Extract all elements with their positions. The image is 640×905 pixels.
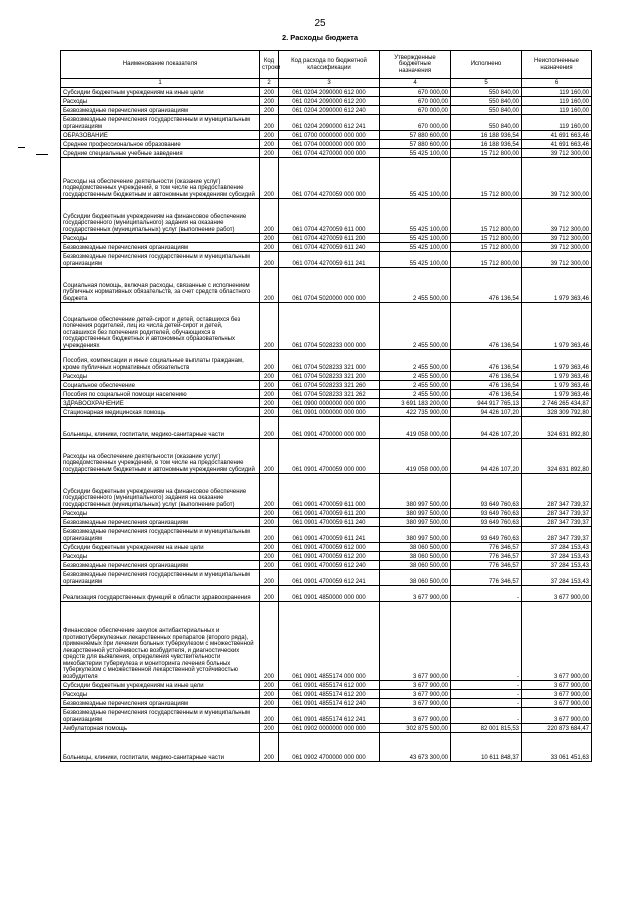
row-executed: 476 136,54 — [451, 381, 522, 390]
row-line-code: 200 — [260, 115, 279, 131]
row-line-code: 200 — [260, 552, 279, 561]
row-budget-code: 061 0704 5020000 000 000 — [279, 268, 380, 303]
row-unexecuted: 328 309 792,80 — [522, 408, 592, 417]
row-line-code: 200 — [260, 543, 279, 552]
row-executed: 776 346,57 — [451, 552, 522, 561]
header-unexecuted: Неисполненные назначения — [522, 51, 592, 79]
row-executed: 550 840,00 — [451, 97, 522, 106]
row-budget-code: 061 0901 4700059 611 241 — [279, 527, 380, 543]
table-row — [61, 690, 592, 699]
row-approved: 422 735 900,00 — [380, 408, 451, 417]
row-budget-code: 061 0901 4855174 612 000 — [279, 681, 380, 690]
table-row — [61, 543, 592, 552]
row-name: Безвозмездные перечисления организациям — [61, 699, 260, 708]
row-approved: 55 425 100,00 — [380, 149, 451, 158]
row-name: Субсидии бюджетным учреждениям на финансовое обеспечение государственного (муниципального) задания на оказание государственных (муниципальных) услуг (выполнение работ) — [61, 199, 260, 234]
row-budget-code: 061 0901 4855174 612 240 — [279, 699, 380, 708]
row-line-code: 200 — [260, 474, 279, 509]
table-row — [61, 381, 592, 390]
row-executed: 10 611 848,37 — [451, 733, 522, 762]
row-line-code: 200 — [260, 372, 279, 381]
row-name: Пособия, компенсации и иные социальные выплаты гражданам, кроме публичных нормативных обязательств — [61, 350, 260, 372]
row-approved: 38 060 500,00 — [380, 561, 451, 570]
row-budget-code: 061 0902 4700000 000 000 — [279, 733, 380, 762]
row-line-code: 200 — [260, 131, 279, 140]
row-name: Расходы — [61, 372, 260, 381]
row-budget-code: 061 0704 4270059 611 240 — [279, 243, 380, 252]
row-line-code: 200 — [260, 690, 279, 699]
row-name: Расходы — [61, 552, 260, 561]
row-approved: 380 997 500,00 — [380, 527, 451, 543]
row-executed: 476 136,54 — [451, 350, 522, 372]
row-name: Расходы — [61, 690, 260, 699]
row-approved: 2 455 500,00 — [380, 303, 451, 350]
row-unexecuted: 220 873 684,47 — [522, 724, 592, 733]
table-row — [61, 372, 592, 381]
row-approved: 419 058 000,00 — [380, 439, 451, 474]
row-line-code: 200 — [260, 381, 279, 390]
row-executed: 16 188 936,54 — [451, 140, 522, 149]
table-row — [61, 439, 592, 474]
row-budget-code: 061 0704 4270059 000 000 — [279, 158, 380, 199]
row-line-code: 200 — [260, 518, 279, 527]
row-executed: 550 840,00 — [451, 106, 522, 115]
row-budget-code: 061 0204 2090000 612 240 — [279, 106, 380, 115]
row-approved: 3 691 183 200,00 — [380, 399, 451, 408]
row-approved: 380 997 500,00 — [380, 474, 451, 509]
table-row — [61, 243, 592, 252]
row-name: Социальное обеспечение — [61, 381, 260, 390]
row-unexecuted: 39 712 300,00 — [522, 199, 592, 234]
row-unexecuted: 37 284 153,43 — [522, 543, 592, 552]
row-line-code: 200 — [260, 158, 279, 199]
row-budget-code: 061 0901 4855174 000 000 — [279, 602, 380, 681]
row-budget-code: 061 0901 0000000 000 000 — [279, 408, 380, 417]
row-unexecuted: 41 691 663,46 — [522, 131, 592, 140]
row-budget-code: 061 0900 0000000 000 000 — [279, 399, 380, 408]
row-executed: - — [451, 708, 522, 724]
row-line-code: 200 — [260, 509, 279, 518]
row-budget-code: 061 0204 2090000 612 000 — [279, 88, 380, 97]
row-approved: 302 875 500,00 — [380, 724, 451, 733]
table-row — [61, 303, 592, 350]
row-budget-code: 061 0901 4700059 611 000 — [279, 474, 380, 509]
row-name: Субсидии бюджетным учреждениям на иные цели — [61, 543, 260, 552]
row-approved: 3 677 900,00 — [380, 586, 451, 602]
row-executed: 15 712 800,00 — [451, 158, 522, 199]
row-line-code: 200 — [260, 733, 279, 762]
row-executed: - — [451, 681, 522, 690]
row-budget-code: 061 0901 4850000 000 000 — [279, 586, 380, 602]
row-executed: 550 840,00 — [451, 88, 522, 97]
row-budget-code: 061 0901 4700059 000 000 — [279, 439, 380, 474]
row-budget-code: 061 0901 4700059 612 200 — [279, 552, 380, 561]
row-executed: 944 917 765,13 — [451, 399, 522, 408]
row-executed: 93 649 760,63 — [451, 509, 522, 518]
header-line: Код строки — [260, 51, 279, 79]
column-number: 2 — [260, 79, 279, 88]
row-approved: 55 425 100,00 — [380, 158, 451, 199]
row-unexecuted: 1 979 363,46 — [522, 381, 592, 390]
table-row — [61, 527, 592, 543]
column-numbers-row — [61, 79, 592, 88]
row-unexecuted: 119 160,00 — [522, 106, 592, 115]
row-executed: 15 712 800,00 — [451, 252, 522, 268]
header-row — [61, 51, 592, 79]
row-name: Безвозмездные перечисления государственным и муниципальным организациям — [61, 252, 260, 268]
row-approved: 57 880 600,00 — [380, 131, 451, 140]
table-row — [61, 252, 592, 268]
row-budget-code: 061 0704 5028233 321 262 — [279, 390, 380, 399]
row-executed: 82 001 815,53 — [451, 724, 522, 733]
row-budget-code: 061 0704 4270059 611 200 — [279, 234, 380, 243]
row-approved: 2 455 500,00 — [380, 268, 451, 303]
row-line-code: 200 — [260, 350, 279, 372]
row-executed: 15 712 800,00 — [451, 149, 522, 158]
table-body — [61, 88, 592, 762]
column-number: 6 — [522, 79, 592, 88]
row-line-code: 200 — [260, 140, 279, 149]
row-executed: 15 712 800,00 — [451, 243, 522, 252]
row-budget-code: 061 0204 2090000 612 200 — [279, 97, 380, 106]
header-name: Наименование показателя — [61, 51, 260, 79]
row-name: Субсидии бюджетным учреждениям на иные цели — [61, 88, 260, 97]
row-name: Больницы, клиники, госпитали, медико-санитарные части — [61, 733, 260, 762]
row-executed: 476 136,54 — [451, 390, 522, 399]
header-approved: Утвержденные бюджетные назначения — [380, 51, 451, 79]
row-approved: 3 677 900,00 — [380, 602, 451, 681]
row-line-code: 200 — [260, 408, 279, 417]
row-line-code: 200 — [260, 88, 279, 97]
table-row — [61, 724, 592, 733]
row-budget-code: 061 0704 4270059 611 000 — [279, 199, 380, 234]
header-executed: Исполнено — [451, 51, 522, 79]
table-row — [61, 149, 592, 158]
row-unexecuted: 37 284 153,43 — [522, 561, 592, 570]
row-unexecuted: 287 347 739,37 — [522, 527, 592, 543]
row-budget-code: 061 0901 4700059 611 200 — [279, 509, 380, 518]
row-executed: 776 346,57 — [451, 543, 522, 552]
row-approved: 670 000,00 — [380, 88, 451, 97]
table-row — [61, 708, 592, 724]
row-name: Безвозмездные перечисления организациям — [61, 243, 260, 252]
row-name: Пособия по социальной помощи населению — [61, 390, 260, 399]
row-unexecuted: 37 284 153,43 — [522, 570, 592, 586]
table-row — [61, 390, 592, 399]
table-row — [61, 733, 592, 762]
row-unexecuted: 41 691 663,46 — [522, 140, 592, 149]
table-row — [61, 268, 592, 303]
table-row — [61, 350, 592, 372]
row-executed: 15 712 800,00 — [451, 234, 522, 243]
row-budget-code: 061 0700 0000000 000 000 — [279, 131, 380, 140]
row-unexecuted: 39 712 300,00 — [522, 158, 592, 199]
row-approved: 57 880 600,00 — [380, 140, 451, 149]
row-approved: 38 060 500,00 — [380, 543, 451, 552]
table-row — [61, 474, 592, 509]
row-name: Расходы на обеспечение деятельности (оказание услуг) подведомственных учреждений, в том числе на предоставление государственным бюджетным и автономным учреждениям субсидий — [61, 158, 260, 199]
row-approved: 2 455 500,00 — [380, 381, 451, 390]
row-unexecuted: 33 061 451,63 — [522, 733, 592, 762]
row-unexecuted: 3 677 900,00 — [522, 690, 592, 699]
row-approved: 3 677 900,00 — [380, 690, 451, 699]
row-name: Среднее профессиональное образование — [61, 140, 260, 149]
row-approved: 55 425 100,00 — [380, 199, 451, 234]
row-approved: 43 673 300,00 — [380, 733, 451, 762]
row-name: Расходы — [61, 234, 260, 243]
row-unexecuted: 287 347 739,37 — [522, 509, 592, 518]
row-executed: 94 426 107,20 — [451, 417, 522, 439]
row-line-code: 200 — [260, 106, 279, 115]
row-line-code: 200 — [260, 724, 279, 733]
row-name: Субсидии бюджетным учреждениям на иные цели — [61, 681, 260, 690]
row-unexecuted: 39 712 300,00 — [522, 149, 592, 158]
table-row — [61, 518, 592, 527]
row-unexecuted: 287 347 739,37 — [522, 518, 592, 527]
row-line-code: 200 — [260, 602, 279, 681]
row-budget-code: 061 0704 5028233 000 000 — [279, 303, 380, 350]
row-line-code: 200 — [260, 681, 279, 690]
row-name: Реализация государственных функций в области здравоохранения — [61, 586, 260, 602]
row-approved: 55 425 100,00 — [380, 243, 451, 252]
row-line-code: 200 — [260, 243, 279, 252]
row-executed: 93 649 760,63 — [451, 527, 522, 543]
row-line-code: 200 — [260, 417, 279, 439]
column-number: 3 — [279, 79, 380, 88]
row-unexecuted: 119 160,00 — [522, 97, 592, 106]
table-row — [61, 699, 592, 708]
row-unexecuted: 2 746 265 434,87 — [522, 399, 592, 408]
row-executed: 16 188 936,54 — [451, 131, 522, 140]
row-approved: 3 677 900,00 — [380, 699, 451, 708]
row-executed: 476 136,54 — [451, 372, 522, 381]
row-name: Безвозмездные перечисления организациям — [61, 518, 260, 527]
table-row — [61, 408, 592, 417]
row-name: Безвозмездные перечисления государственным и муниципальным организациям — [61, 570, 260, 586]
header-code: Код расхода по бюджетной классификации — [279, 51, 380, 79]
row-budget-code: 061 0204 2090000 612 241 — [279, 115, 380, 131]
table-row — [61, 586, 592, 602]
table-row — [61, 552, 592, 561]
row-name: Амбулаторная помощь — [61, 724, 260, 733]
row-unexecuted: 1 979 363,46 — [522, 390, 592, 399]
table-row — [61, 399, 592, 408]
row-approved: 670 000,00 — [380, 106, 451, 115]
row-budget-code: 061 0901 4855174 612 200 — [279, 690, 380, 699]
column-number: 4 — [380, 79, 451, 88]
row-line-code: 200 — [260, 97, 279, 106]
row-approved: 38 060 500,00 — [380, 570, 451, 586]
table-row — [61, 131, 592, 140]
row-line-code: 200 — [260, 149, 279, 158]
row-approved: 670 000,00 — [380, 115, 451, 131]
row-executed: 476 136,54 — [451, 303, 522, 350]
row-approved: 380 997 500,00 — [380, 509, 451, 518]
row-approved: 2 455 500,00 — [380, 350, 451, 372]
expenditure-table — [60, 50, 592, 762]
row-budget-code: 061 0901 4700059 612 241 — [279, 570, 380, 586]
row-unexecuted: 3 677 900,00 — [522, 586, 592, 602]
row-name: ЗДРАВООХРАНЕНИЕ — [61, 399, 260, 408]
row-budget-code: 061 0704 5028233 321 260 — [279, 381, 380, 390]
row-name: Расходы на обеспечение деятельности (оказание услуг) подведомственных учреждений, в том числе на предоставление государственным бюджетным и автономным учреждениям субсидий — [61, 439, 260, 474]
row-line-code: 200 — [260, 268, 279, 303]
margin-mark — [18, 147, 25, 148]
column-number: 1 — [61, 79, 260, 88]
row-executed: 94 426 107,20 — [451, 408, 522, 417]
row-executed: - — [451, 586, 522, 602]
row-budget-code: 061 0704 5028233 321 000 — [279, 350, 380, 372]
row-unexecuted: 287 347 739,37 — [522, 474, 592, 509]
column-number: 5 — [451, 79, 522, 88]
row-budget-code: 061 0704 4270000 000 000 — [279, 149, 380, 158]
row-approved: 38 060 500,00 — [380, 552, 451, 561]
table-row — [61, 234, 592, 243]
row-name: Финансовое обеспечение закупок антибактериальных и противотуберкулезных лекарственных препаратов (второго ряда), применяемых при лечении больных туберкулезом с множественной лекарственной устойчивостью возбудителя, и диагностических средств для выявления, определения чувствительности микобактерии туберкулеза и мониторинга лечения больных туберкулезом с множественной лекарственной устойчивостью возбудителя — [61, 602, 260, 681]
row-executed: 93 649 760,63 — [451, 474, 522, 509]
row-unexecuted: 1 979 363,46 — [522, 268, 592, 303]
row-line-code: 200 — [260, 699, 279, 708]
row-name: Расходы — [61, 97, 260, 106]
row-line-code: 200 — [260, 303, 279, 350]
row-executed: - — [451, 602, 522, 681]
row-line-code: 200 — [260, 561, 279, 570]
row-executed: 15 712 800,00 — [451, 199, 522, 234]
row-unexecuted: 324 631 892,80 — [522, 417, 592, 439]
row-unexecuted: 39 712 300,00 — [522, 234, 592, 243]
table-row — [61, 602, 592, 681]
row-line-code: 200 — [260, 570, 279, 586]
row-executed: 93 649 760,63 — [451, 518, 522, 527]
row-line-code: 200 — [260, 252, 279, 268]
row-unexecuted: 3 677 900,00 — [522, 602, 592, 681]
row-unexecuted: 324 631 892,80 — [522, 439, 592, 474]
row-budget-code: 061 0902 0000000 000 000 — [279, 724, 380, 733]
row-unexecuted: 3 677 900,00 — [522, 681, 592, 690]
row-budget-code: 061 0901 4700059 611 240 — [279, 518, 380, 527]
table-row — [61, 106, 592, 115]
row-unexecuted: 3 677 900,00 — [522, 699, 592, 708]
row-approved: 55 425 100,00 — [380, 234, 451, 243]
page-number: 25 — [314, 18, 326, 29]
row-approved: 3 677 900,00 — [380, 681, 451, 690]
row-name: Субсидии бюджетным учреждениям на финансовое обеспечение государственного (муниципального) задания на оказание государственных (муниципальных) услуг (выполнение работ) — [61, 474, 260, 509]
row-unexecuted: 37 284 153,43 — [522, 552, 592, 561]
section-title: 2. Расходы бюджета — [281, 33, 359, 42]
row-unexecuted: 1 979 363,46 — [522, 372, 592, 381]
row-approved: 419 058 000,00 — [380, 417, 451, 439]
table-row — [61, 140, 592, 149]
row-executed: 776 346,57 — [451, 570, 522, 586]
row-approved: 2 455 500,00 — [380, 390, 451, 399]
table-row — [61, 509, 592, 518]
row-budget-code: 061 0901 4700059 612 000 — [279, 543, 380, 552]
table-row — [61, 681, 592, 690]
table-row — [61, 115, 592, 131]
row-name: Больницы, клиники, госпитали, медико-санитарные части — [61, 417, 260, 439]
table-row — [61, 88, 592, 97]
row-line-code: 200 — [260, 527, 279, 543]
row-executed: 550 840,00 — [451, 115, 522, 131]
table-row — [61, 561, 592, 570]
row-name: Безвозмездные перечисления государственным и муниципальным организациям — [61, 115, 260, 131]
margin-mark — [36, 154, 48, 155]
row-unexecuted: 1 979 363,46 — [522, 303, 592, 350]
row-approved: 55 425 100,00 — [380, 252, 451, 268]
table-row — [61, 570, 592, 586]
row-executed: - — [451, 699, 522, 708]
table-row — [61, 199, 592, 234]
table-row — [61, 158, 592, 199]
row-budget-code: 061 0901 4700000 000 000 — [279, 417, 380, 439]
row-name: Безвозмездные перечисления государственным и муниципальным организациям — [61, 708, 260, 724]
row-budget-code: 061 0901 4700059 612 240 — [279, 561, 380, 570]
row-line-code: 200 — [260, 399, 279, 408]
row-budget-code: 061 0704 5028233 321 200 — [279, 372, 380, 381]
row-name: ОБРАЗОВАНИЕ — [61, 131, 260, 140]
row-unexecuted: 119 160,00 — [522, 115, 592, 131]
row-executed: - — [451, 690, 522, 699]
row-approved: 2 455 500,00 — [380, 372, 451, 381]
row-name: Социальная помощь, включая расходы, связанные с исполнением публичных нормативных обязательств, за счет средств областного бюджета — [61, 268, 260, 303]
row-line-code: 200 — [260, 234, 279, 243]
row-budget-code: 061 0704 0000000 000 000 — [279, 140, 380, 149]
row-approved: 670 000,00 — [380, 97, 451, 106]
row-executed: 94 426 107,20 — [451, 439, 522, 474]
row-name: Средние специальные учебные заведения — [61, 149, 260, 158]
row-unexecuted: 39 712 300,00 — [522, 243, 592, 252]
row-budget-code: 061 0704 4270059 611 241 — [279, 252, 380, 268]
row-name: Стационарная медицинская помощь — [61, 408, 260, 417]
row-budget-code: 061 0901 4855174 612 241 — [279, 708, 380, 724]
row-name: Безвозмездные перечисления организациям — [61, 561, 260, 570]
row-executed: 776 346,57 — [451, 561, 522, 570]
row-line-code: 200 — [260, 199, 279, 234]
row-approved: 3 677 900,00 — [380, 708, 451, 724]
row-executed: 476 136,54 — [451, 268, 522, 303]
row-unexecuted: 119 160,00 — [522, 88, 592, 97]
table-row — [61, 417, 592, 439]
row-line-code: 200 — [260, 439, 279, 474]
row-unexecuted: 39 712 300,00 — [522, 252, 592, 268]
row-approved: 380 997 500,00 — [380, 518, 451, 527]
row-line-code: 200 — [260, 708, 279, 724]
row-unexecuted: 3 677 900,00 — [522, 708, 592, 724]
row-line-code: 200 — [260, 390, 279, 399]
row-name: Безвозмездные перечисления организациям — [61, 106, 260, 115]
row-name: Безвозмездные перечисления государственным и муниципальным организациям — [61, 527, 260, 543]
row-name: Социальное обеспечение детей-сирот и детей, оставшихся без попечения родителей, лиц из числа детей-сирот и детей, оставшихся без попечения родителей, обучающихся в государственных бюджетных и автономных образовательных учреждениях — [61, 303, 260, 350]
table-row — [61, 97, 592, 106]
row-unexecuted: 1 979 363,46 — [522, 350, 592, 372]
row-name: Расходы — [61, 509, 260, 518]
row-line-code: 200 — [260, 586, 279, 602]
